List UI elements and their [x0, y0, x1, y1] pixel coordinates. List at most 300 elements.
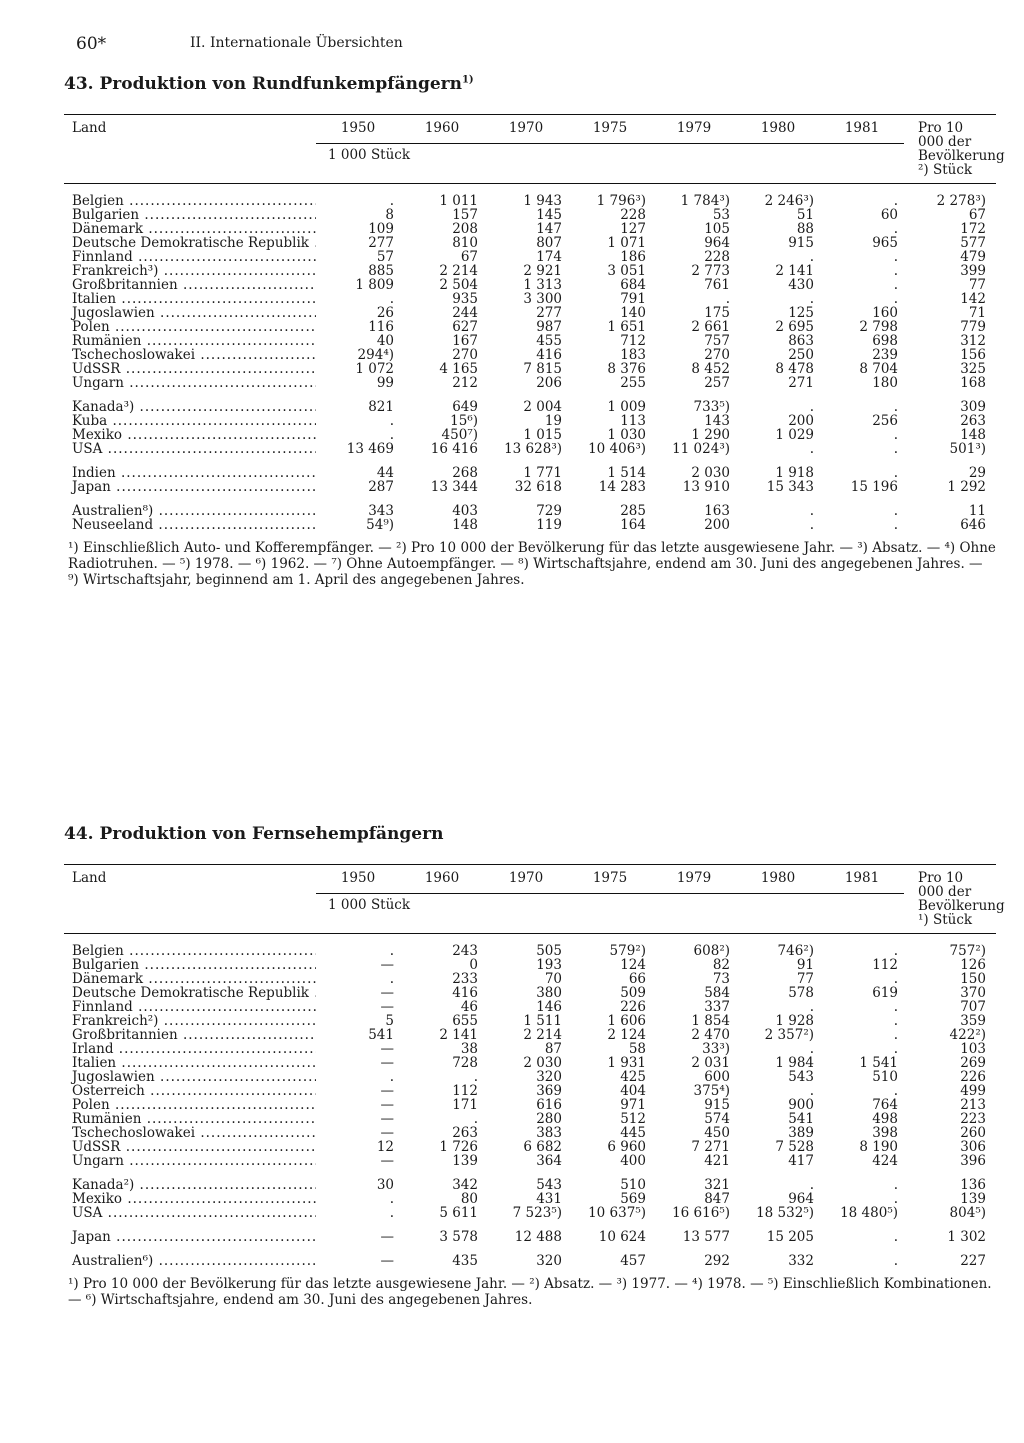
value-cell: 5: [385, 1013, 394, 1029]
value-cell: .: [893, 517, 898, 533]
table-row: [64, 250, 996, 264]
value-cell: 2 214: [523, 1027, 562, 1043]
value-cell: 186: [620, 249, 646, 265]
per-capita-cell: 139: [960, 1191, 986, 1207]
value-cell: 746²): [777, 943, 814, 959]
value-cell: 208: [452, 221, 478, 237]
header-year: 1960: [400, 865, 484, 894]
table-row: [64, 184, 996, 209]
value-cell: 698: [872, 333, 898, 349]
value-cell: 757: [704, 333, 730, 349]
country-name: Belgien .....: [64, 934, 316, 959]
per-capita-cell: 11: [968, 503, 986, 519]
value-cell: 228: [704, 249, 730, 265]
value-cell: 1 943: [523, 193, 562, 209]
value-cell: 8 478: [775, 361, 814, 377]
value-cell: 99: [376, 375, 394, 391]
country-name: Deutsche Demokratische Republik .....: [64, 236, 316, 250]
value-cell: 13 469: [346, 441, 394, 457]
country-name: Jugoslawien .....: [64, 1070, 316, 1084]
value-cell: 263: [452, 1125, 478, 1141]
value-cell: —: [380, 1083, 394, 1099]
group-spacer: [64, 1244, 996, 1254]
value-cell: 375⁴): [693, 1083, 730, 1099]
header-year: 1980: [736, 865, 820, 894]
value-cell: 400: [620, 1153, 646, 1169]
value-cell: 987: [536, 319, 562, 335]
per-capita-cell: 126: [960, 957, 986, 973]
value-cell: 761: [704, 277, 730, 293]
header-unit: 1 000 Stück: [316, 143, 904, 177]
country-name: Italien .....: [64, 292, 316, 306]
value-cell: 87: [544, 1041, 562, 1057]
country-name: USA .....: [64, 442, 316, 456]
value-cell: .: [893, 1253, 898, 1269]
per-capita-cell: 172: [960, 221, 986, 237]
value-cell: —: [380, 999, 394, 1015]
table-row: [64, 400, 996, 414]
value-cell: .: [893, 441, 898, 457]
value-cell: 70: [544, 971, 562, 987]
per-capita-cell: 2 278³): [936, 193, 986, 209]
value-cell: 2 661: [691, 319, 730, 335]
value-cell: 1 918: [775, 465, 814, 481]
value-cell: 616: [536, 1097, 562, 1113]
table-row: [64, 1140, 996, 1154]
value-cell: 1 290: [691, 427, 730, 443]
value-cell: .: [809, 1041, 814, 1057]
value-cell: 73: [712, 971, 730, 987]
value-cell: 1 931: [607, 1055, 646, 1071]
value-cell: 450⁷): [441, 427, 478, 443]
table-row: [64, 264, 996, 278]
per-capita-cell: 370: [960, 985, 986, 1001]
value-cell: 1 651: [607, 319, 646, 335]
value-cell: 143: [704, 413, 730, 429]
value-cell: 8 452: [691, 361, 730, 377]
value-cell: 125: [788, 305, 814, 321]
value-cell: 915: [788, 235, 814, 251]
value-cell: 1 726: [439, 1139, 478, 1155]
value-cell: 15⁶): [450, 413, 478, 429]
value-cell: .: [389, 1191, 394, 1207]
value-cell: 3 578: [439, 1229, 478, 1245]
value-cell: .: [809, 503, 814, 519]
value-cell: 1 771: [523, 465, 562, 481]
value-cell: 164: [620, 517, 646, 533]
value-cell: 416: [536, 347, 562, 363]
value-cell: 256: [872, 413, 898, 429]
value-cell: .: [893, 1027, 898, 1043]
value-cell: .: [389, 413, 394, 429]
country-name: Rumänien .....: [64, 1112, 316, 1126]
value-cell: 206: [536, 375, 562, 391]
value-cell: .: [809, 517, 814, 533]
value-cell: —: [380, 1229, 394, 1245]
value-cell: 119: [536, 517, 562, 533]
value-cell: .: [893, 1041, 898, 1057]
country-name: Kanada²) .....: [64, 1178, 316, 1192]
per-capita-cell: 136: [960, 1177, 986, 1193]
per-capita-cell: 479: [960, 249, 986, 265]
value-cell: 900: [788, 1097, 814, 1113]
per-capita-cell: 499: [960, 1083, 986, 1099]
value-cell: 26: [376, 305, 394, 321]
value-cell: 332: [788, 1253, 814, 1269]
value-cell: 965: [872, 235, 898, 251]
value-cell: 5 611: [439, 1205, 478, 1221]
value-cell: 425: [620, 1069, 646, 1085]
value-cell: 1 313: [523, 277, 562, 293]
value-cell: 2 141: [775, 263, 814, 279]
value-cell: 810: [452, 235, 478, 251]
value-cell: 320: [536, 1253, 562, 1269]
value-cell: 44: [376, 465, 394, 481]
value-cell: 15 205: [766, 1229, 814, 1245]
value-cell: 82: [712, 957, 730, 973]
value-cell: —: [380, 1055, 394, 1071]
value-cell: 733⁵): [693, 399, 730, 415]
value-cell: 0: [469, 957, 478, 973]
value-cell: 764: [872, 1097, 898, 1113]
section-title: II. Internationale Übersichten: [190, 35, 403, 51]
country-name: Neuseeland .....: [64, 518, 316, 532]
value-cell: 2 921: [523, 263, 562, 279]
value-cell: 8 190: [859, 1139, 898, 1155]
header-year: 1975: [568, 865, 652, 894]
value-cell: 915: [704, 1097, 730, 1113]
per-capita-cell: 707: [960, 999, 986, 1015]
value-cell: .: [893, 221, 898, 237]
header-year: 1975: [568, 115, 652, 144]
value-cell: .: [389, 1205, 394, 1221]
table-row: [64, 236, 996, 250]
value-cell: 1 072: [355, 361, 394, 377]
value-cell: 2 214: [439, 263, 478, 279]
value-cell: .: [389, 291, 394, 307]
value-cell: 1 015: [523, 427, 562, 443]
country-name: Großbritannien .....: [64, 278, 316, 292]
page-number: 60*: [76, 34, 107, 54]
value-cell: .: [893, 1229, 898, 1245]
value-cell: 53: [712, 207, 730, 223]
value-cell: 342: [452, 1177, 478, 1193]
group-spacer: [64, 1168, 996, 1178]
value-cell: 148: [452, 517, 478, 533]
value-cell: .: [893, 503, 898, 519]
country-name: Dänemark .....: [64, 972, 316, 986]
value-cell: 821: [368, 399, 394, 415]
table-row: [64, 1056, 996, 1070]
value-cell: 16 416: [430, 441, 478, 457]
value-cell: 271: [788, 375, 814, 391]
value-cell: 619: [872, 985, 898, 1001]
value-cell: 109: [368, 221, 394, 237]
value-cell: —: [380, 1111, 394, 1127]
per-capita-cell: 67: [968, 207, 986, 223]
value-cell: 574: [704, 1111, 730, 1127]
table-row: [64, 958, 996, 972]
value-cell: 684: [620, 277, 646, 293]
value-cell: 431: [536, 1191, 562, 1207]
country-name: Österreich .....: [64, 1084, 316, 1098]
value-cell: 200: [788, 413, 814, 429]
value-cell: .: [389, 427, 394, 443]
per-capita-cell: 396: [960, 1153, 986, 1169]
table-row: [64, 972, 996, 986]
table-row: [64, 1014, 996, 1028]
country-name: UdSSR .....: [64, 362, 316, 376]
value-cell: 12 488: [514, 1229, 562, 1245]
value-cell: 579²): [609, 943, 646, 959]
value-cell: 712: [620, 333, 646, 349]
table-row: [64, 1206, 996, 1220]
value-cell: 160: [872, 305, 898, 321]
value-cell: 1 029: [775, 427, 814, 443]
value-cell: 270: [704, 347, 730, 363]
value-cell: 455: [536, 333, 562, 349]
country-name: Japan .....: [64, 480, 316, 494]
value-cell: .: [809, 399, 814, 415]
table-row: [64, 466, 996, 480]
table-row: [64, 986, 996, 1000]
country-name: Tschechoslowakei .....: [64, 348, 316, 362]
value-cell: 1 511: [523, 1013, 562, 1029]
value-cell: 457: [620, 1253, 646, 1269]
country-name: Ungarn .....: [64, 1154, 316, 1168]
table-row: [64, 348, 996, 362]
value-cell: 600: [704, 1069, 730, 1085]
value-cell: 228: [620, 207, 646, 223]
value-cell: 2 004: [523, 399, 562, 415]
value-cell: 250: [788, 347, 814, 363]
value-cell: 578: [788, 985, 814, 1001]
value-cell: 80: [460, 1191, 478, 1207]
table-row: [64, 1192, 996, 1206]
country-name: Dänemark .....: [64, 222, 316, 236]
header-year: 1970: [484, 115, 568, 144]
value-cell: 1 030: [607, 427, 646, 443]
table-row: [64, 222, 996, 236]
country-name: Deutsche Demokratische Republik .....: [64, 986, 316, 1000]
value-cell: 1 009: [607, 399, 646, 415]
table-row: [64, 518, 996, 532]
value-cell: 67: [460, 249, 478, 265]
value-cell: 649: [452, 399, 478, 415]
table-row: [64, 320, 996, 334]
value-cell: 171: [452, 1097, 478, 1113]
value-cell: —: [380, 1153, 394, 1169]
header-year: 1950: [316, 115, 400, 144]
value-cell: .: [893, 427, 898, 443]
value-cell: 294⁴): [357, 347, 394, 363]
per-capita-cell: 779: [960, 319, 986, 335]
value-cell: 1 606: [607, 1013, 646, 1029]
value-cell: 510: [872, 1069, 898, 1085]
value-cell: 728: [452, 1055, 478, 1071]
table-row: [64, 278, 996, 292]
value-cell: 16 616⁵): [672, 1205, 730, 1221]
value-cell: 2 798: [859, 319, 898, 335]
value-cell: 421: [704, 1153, 730, 1169]
value-cell: 3 051: [607, 263, 646, 279]
value-cell: 157: [452, 207, 478, 223]
per-capita-cell: 156: [960, 347, 986, 363]
value-cell: 2 695: [775, 319, 814, 335]
value-cell: 847: [704, 1191, 730, 1207]
value-cell: 32 618: [514, 479, 562, 495]
value-cell: 2 030: [691, 465, 730, 481]
value-cell: 277: [368, 235, 394, 251]
country-name: Polen .....: [64, 1098, 316, 1112]
value-cell: .: [893, 1191, 898, 1207]
country-name: Italien .....: [64, 1056, 316, 1070]
value-cell: 389: [788, 1125, 814, 1141]
per-capita-cell: 422²): [949, 1027, 986, 1043]
value-cell: 12: [376, 1139, 394, 1155]
per-capita-cell: 227: [960, 1253, 986, 1269]
value-cell: 57: [376, 249, 394, 265]
value-cell: .: [473, 1111, 478, 1127]
value-cell: 244: [452, 305, 478, 321]
table-row: [64, 414, 996, 428]
value-cell: 163: [704, 503, 730, 519]
table-row: [64, 1112, 996, 1126]
per-capita-cell: 168: [960, 375, 986, 391]
per-capita-cell: 577: [960, 235, 986, 251]
value-cell: 1 796³): [596, 193, 646, 209]
value-cell: 2 357²): [764, 1027, 814, 1043]
value-cell: 147: [536, 221, 562, 237]
table-44-tv-receivers: [64, 824, 1005, 1308]
header-year: 1979: [652, 115, 736, 144]
value-cell: .: [893, 291, 898, 307]
value-cell: .: [893, 465, 898, 481]
table-row: [64, 934, 996, 959]
value-cell: 77: [796, 971, 814, 987]
country-name: Großbritannien .....: [64, 1028, 316, 1042]
value-cell: .: [389, 1069, 394, 1085]
value-cell: 8 376: [607, 361, 646, 377]
value-cell: 435: [452, 1253, 478, 1269]
per-capita-cell: 223: [960, 1111, 986, 1127]
value-cell: 321: [704, 1177, 730, 1193]
per-capita-cell: 226: [960, 1069, 986, 1085]
value-cell: 66: [628, 971, 646, 987]
value-cell: 541: [368, 1027, 394, 1043]
group-spacer: [64, 494, 996, 504]
table-row: [64, 1042, 996, 1056]
value-cell: 729: [536, 503, 562, 519]
value-cell: 343: [368, 503, 394, 519]
value-cell: 1 854: [691, 1013, 730, 1029]
value-cell: 510: [620, 1177, 646, 1193]
value-cell: 54⁹): [366, 517, 394, 533]
value-cell: .: [893, 1083, 898, 1099]
per-capita-cell: 359: [960, 1013, 986, 1029]
value-cell: .: [893, 249, 898, 265]
value-cell: 1 809: [355, 277, 394, 293]
header-year: 1981: [820, 115, 904, 144]
per-capita-cell: 103: [960, 1041, 986, 1057]
per-capita-cell: 269: [960, 1055, 986, 1071]
country-name: Finnland .....: [64, 1000, 316, 1014]
value-cell: 18 480⁵): [840, 1205, 898, 1221]
country-name: Japan .....: [64, 1230, 316, 1244]
value-cell: 608²): [693, 943, 730, 959]
value-cell: 88: [796, 221, 814, 237]
value-cell: 964: [788, 1191, 814, 1207]
table-row: [64, 1028, 996, 1042]
value-cell: .: [893, 943, 898, 959]
per-capita-cell: 260: [960, 1125, 986, 1141]
value-cell: 791: [620, 291, 646, 307]
value-cell: 398: [872, 1125, 898, 1141]
table-title: 43. Produktion von Rundfunkempfängern$^{1)}$: [64, 74, 474, 94]
value-cell: 2 470: [691, 1027, 730, 1043]
value-cell: .: [893, 999, 898, 1015]
country-name: Jugoslawien .....: [64, 306, 316, 320]
value-cell: 416: [452, 985, 478, 1001]
value-cell: —: [380, 1125, 394, 1141]
header-land: Land: [64, 115, 316, 144]
value-cell: 174: [536, 249, 562, 265]
value-cell: .: [389, 971, 394, 987]
per-capita-cell: 142: [960, 291, 986, 307]
value-cell: 4 165: [439, 361, 478, 377]
value-cell: 512: [620, 1111, 646, 1127]
value-cell: 116: [368, 319, 394, 335]
per-capita-cell: 263: [960, 413, 986, 429]
table-row: [64, 376, 996, 390]
table-row: [64, 442, 996, 456]
header-year: 1970: [484, 865, 568, 894]
value-cell: 1 011: [439, 193, 478, 209]
header-year: 1979: [652, 865, 736, 894]
per-capita-cell: 399: [960, 263, 986, 279]
value-cell: —: [380, 957, 394, 973]
value-cell: .: [893, 399, 898, 415]
country-name: Bulgarien .....: [64, 208, 316, 222]
value-cell: 113: [620, 413, 646, 429]
value-cell: 38: [460, 1041, 478, 1057]
per-capita-cell: 29: [968, 465, 986, 481]
value-cell: 13 577: [682, 1229, 730, 1245]
value-cell: 243: [452, 943, 478, 959]
data-table: [64, 114, 1005, 533]
value-cell: .: [893, 193, 898, 209]
table-row: [64, 1230, 996, 1244]
value-cell: 1 514: [607, 465, 646, 481]
value-cell: 292: [704, 1253, 730, 1269]
value-cell: 505: [536, 943, 562, 959]
running-head: [76, 34, 403, 54]
per-capita-cell: 150: [960, 971, 986, 987]
header-per-capita: Pro 10 000 der Bevölkerung ¹) Stück: [904, 865, 996, 928]
value-cell: 287: [368, 479, 394, 495]
value-cell: .: [893, 1177, 898, 1193]
header-year: 1960: [400, 115, 484, 144]
table-body: [64, 934, 996, 1269]
value-cell: 180: [872, 375, 898, 391]
table-row: [64, 1000, 996, 1014]
value-cell: 1 071: [607, 235, 646, 251]
value-cell: 543: [788, 1069, 814, 1085]
value-cell: 450: [704, 1125, 730, 1141]
value-cell: 2 124: [607, 1027, 646, 1043]
value-cell: 627: [452, 319, 478, 335]
table-43-radio-receivers: [64, 74, 1005, 588]
